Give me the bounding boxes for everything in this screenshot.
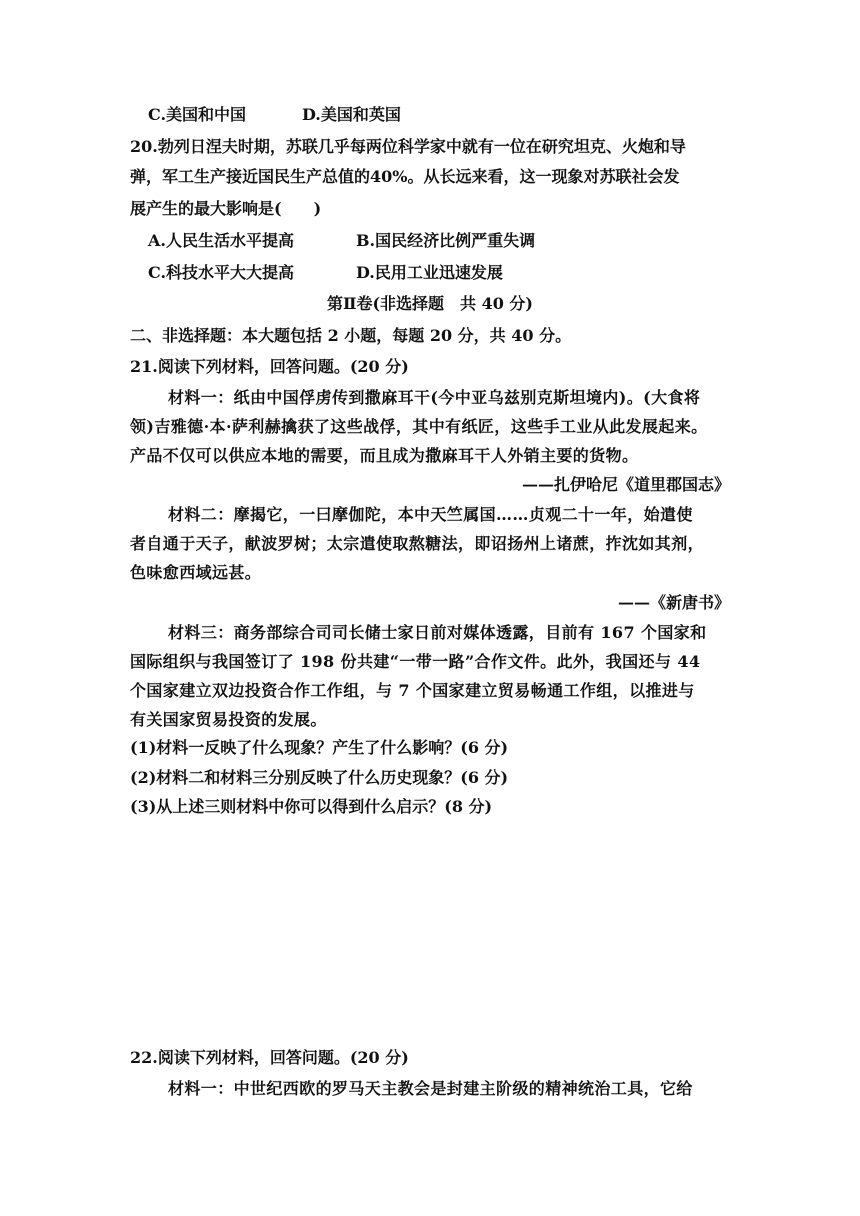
q21-material2-source: ——《新唐书》 <box>617 593 730 612</box>
q21-material2-label: 材料二： <box>168 505 234 524</box>
q21-subquestion-3: (3)从上述三则材料中你可以得到什么启示？(8 分) <box>130 797 493 816</box>
q21-material3-line4: 有关国家贸易投资的发展。 <box>130 710 327 729</box>
q22-material1-label: 材料一： <box>168 1079 234 1098</box>
q21-material3-text1: 商务部综合司司长储士家日前对媒体透露，目前有 167 个国家和 <box>233 623 707 642</box>
q21-material2-text1: 摩揭它，一曰摩伽陀，本中天竺属国……贞观二十一年，始遣使 <box>233 505 693 524</box>
q20-option-a: A.人民生活水平提高 <box>148 231 294 250</box>
q21-material1-line1 <box>168 387 730 409</box>
q21-material2-line3: 色味愈西域远甚。 <box>130 563 262 582</box>
q20-option-c: C.科技水平大大提高 <box>148 263 295 282</box>
q21-material3-line2: 国际组织与我国签订了 198 份共建“一带一路”合作文件。此外，我国还与 44 <box>130 652 701 671</box>
q21-subquestion-2: (2)材料二和材料三分别反映了什么历史现象？(6 分) <box>130 768 509 787</box>
q20-stem-line1: 20.勃列日涅夫时期，苏联几乎每两位科学家中就有一位在研究坦克、火炮和导 <box>130 137 686 156</box>
q21-material1-text1: 纸由中国俘虏传到撒麻耳干(今中亚乌兹别克斯坦境内)。(大食将 <box>233 388 701 407</box>
q21-material1-label: 材料一： <box>168 388 234 407</box>
q21-stem: 21.阅读下列材料，回答问题。(20 分) <box>130 357 409 376</box>
q22-stem: 22.阅读下列材料，回答问题。(20 分) <box>130 1048 409 1067</box>
q21-material3-line1 <box>168 622 730 644</box>
q22-material1-line1 <box>168 1078 730 1100</box>
q21-material3-label: 材料三： <box>168 623 234 642</box>
q21-material1-source: ——扎伊哈尼《道里郡国志》 <box>521 475 730 494</box>
q20-stem-line3: 展产生的最大影响是( ) <box>130 199 322 218</box>
section-title: 第Ⅱ卷(非选择题 共 40 分) <box>326 294 534 313</box>
section-instruction: 二、非选择题：本大题包括 2 小题，每题 20 分，共 40 分。 <box>130 326 572 345</box>
q22-material1-text1: 中世纪西欧的罗马天主教会是封建主阶级的精神统治工具，它给 <box>233 1079 693 1098</box>
q21-material3-line3: 个国家建立双边投资合作工作组，与 7 个国家建立贸易畅通工作组，以推进与 <box>130 681 695 700</box>
q19-option-c: C.美国和中国 <box>148 105 247 124</box>
q20-option-d: D.民用工业迅速发展 <box>356 263 503 282</box>
q21-material1-line3: 产品不仅可以供应本地的需要，而且成为撒麻耳干人外销主要的货物。 <box>130 446 639 465</box>
q21-material2-line1 <box>168 504 730 526</box>
q21-material2-line2: 者自通于天子，献波罗树；太宗遣使取熬糖法，即诏扬州上诸蔗，拃沈如其剂， <box>130 534 705 553</box>
q20-option-b: B.国民经济比例严重失调 <box>356 231 536 250</box>
q20-stem-line2: 弹，军工生产接近国民生产总值的40%。从长远来看，这一现象对苏联社会发 <box>130 167 680 186</box>
q19-option-d: D.美国和英国 <box>302 105 401 124</box>
q21-material1-line2: 领)吉雅德·本·萨利赫擒获了这些战俘，其中有纸匠，这些手工业从此发展起来。 <box>130 417 708 436</box>
q21-subquestion-1: (1)材料一反映了什么现象？产生了什么影响？(6 分) <box>130 738 509 757</box>
